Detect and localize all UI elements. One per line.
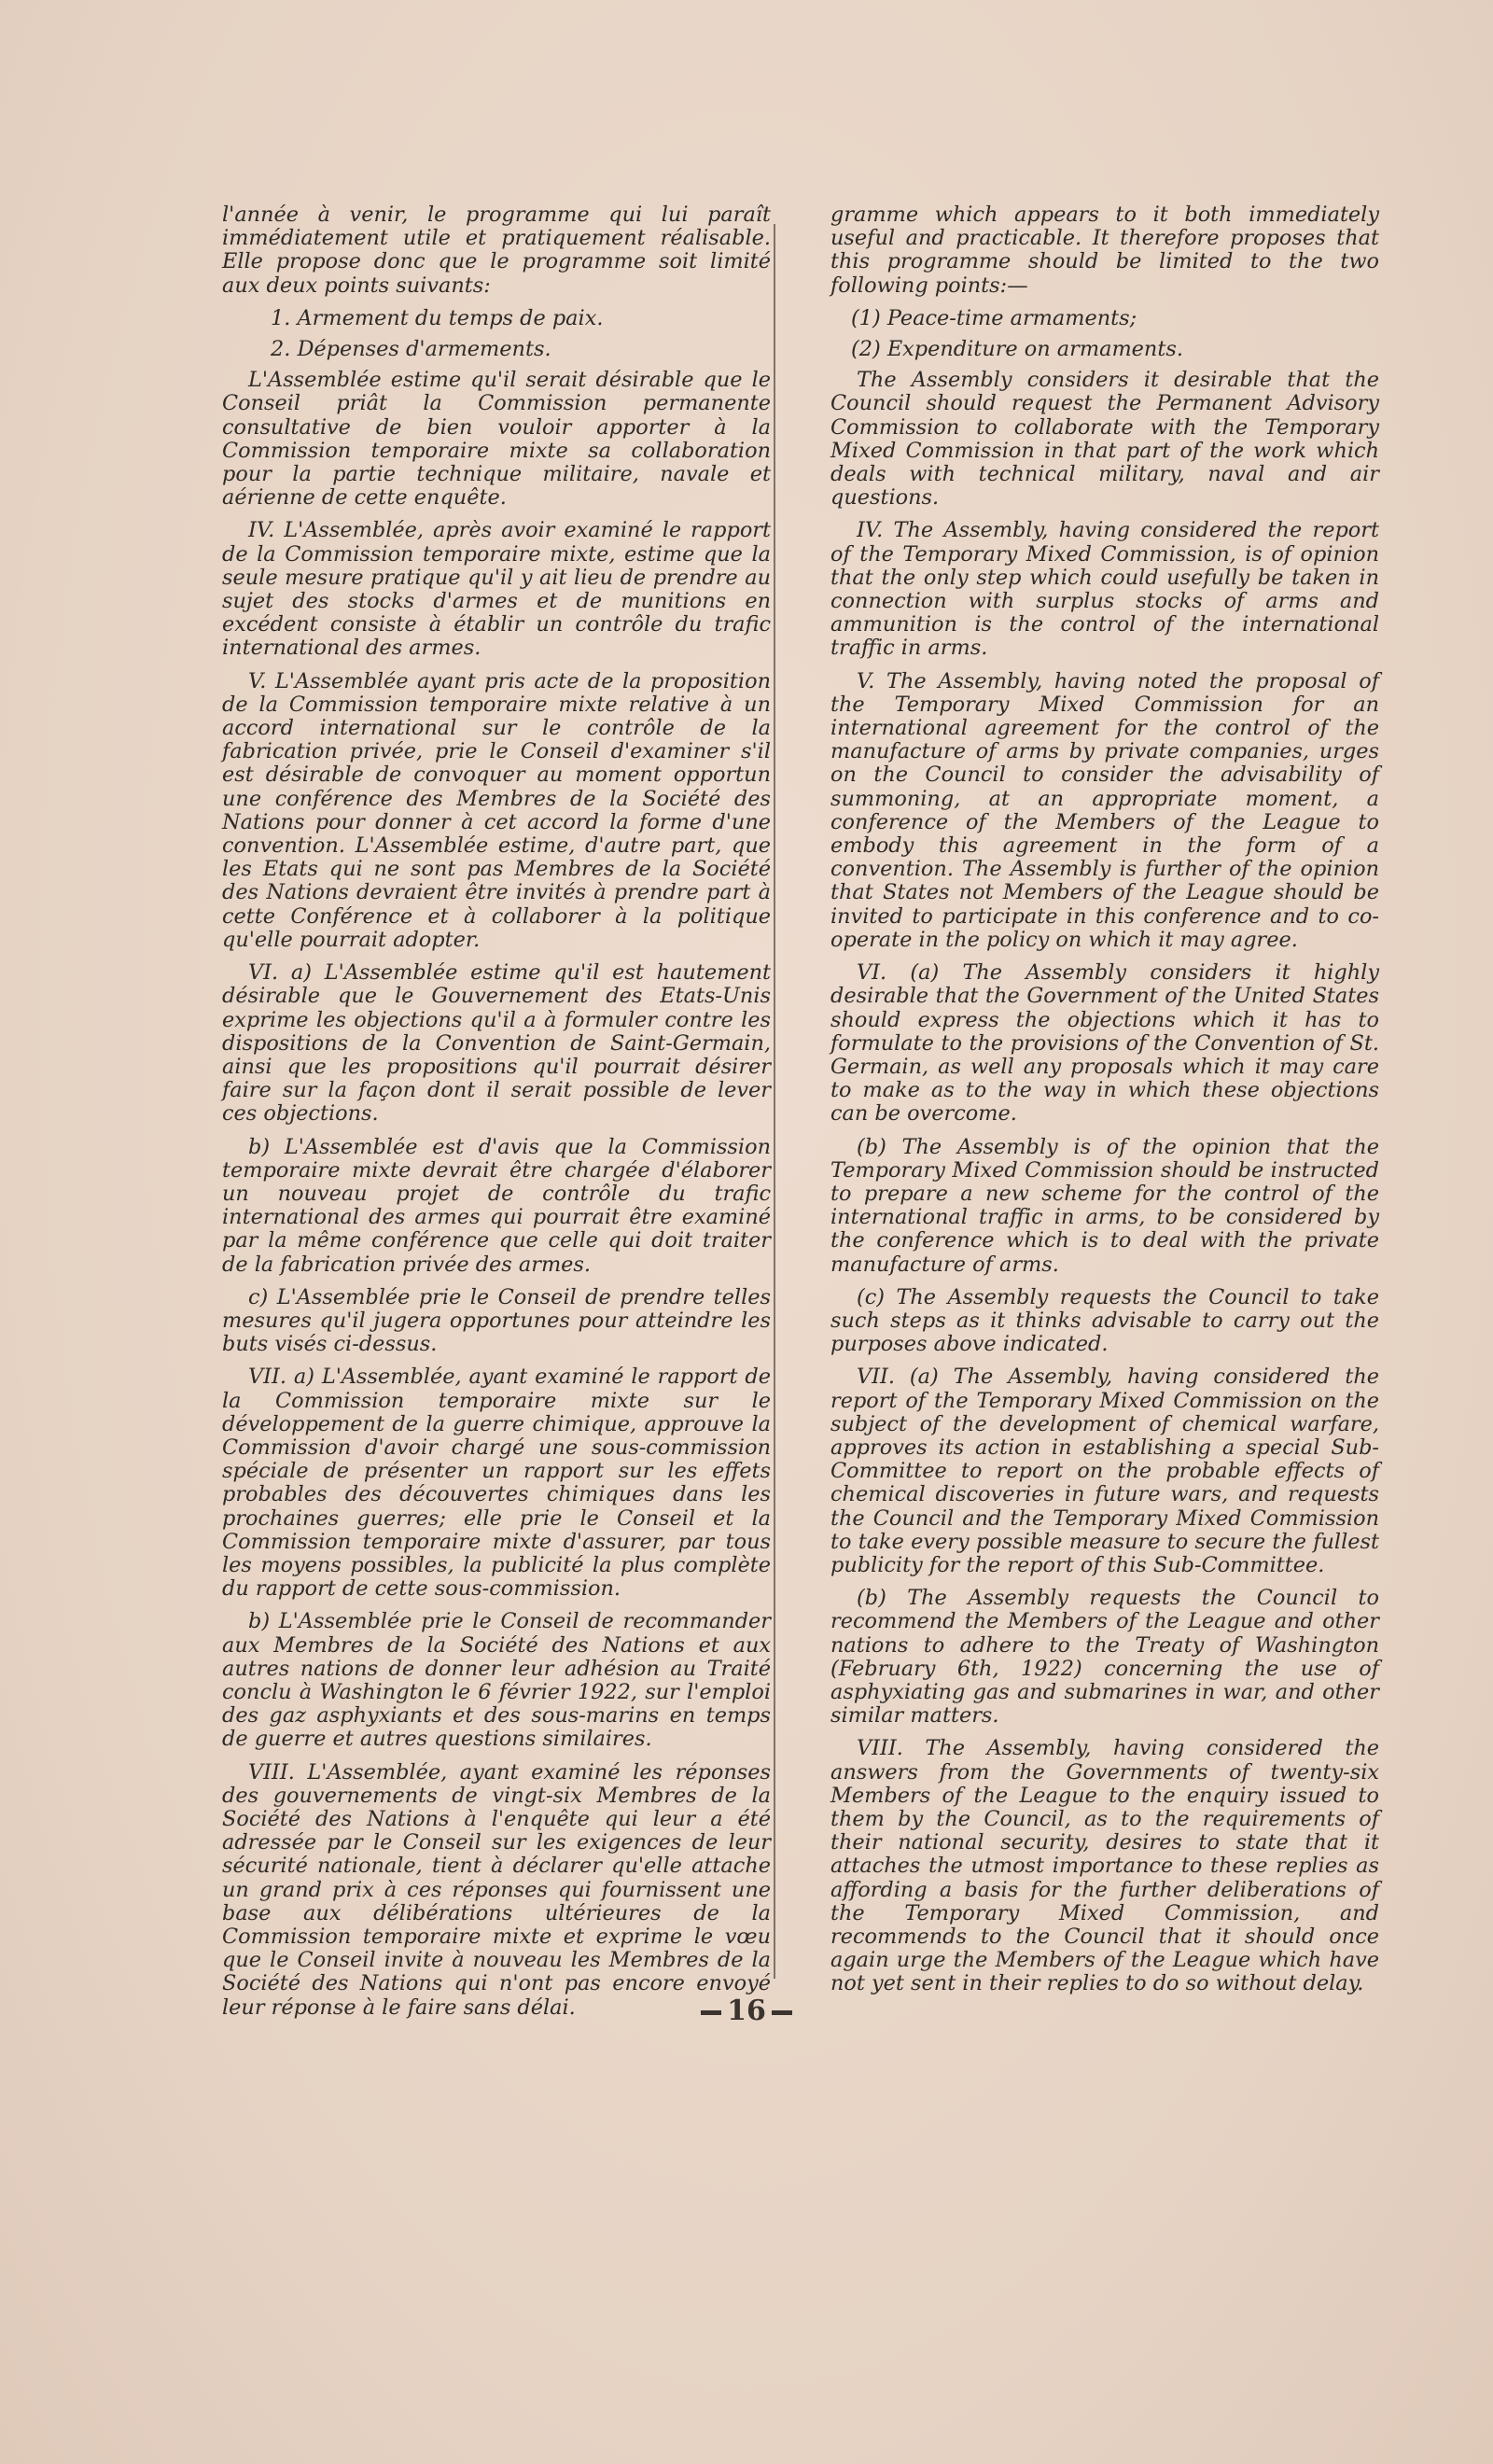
english-paragraph: (c) The Assembly requests the Council to take such steps as it thinks advisable to carry out the purposes above indicated. bbox=[830, 1284, 1379, 1357]
english-paragraph: gramme which appears to it both immediately useful and practicable. It therefore proposes that this programme should be limited to the two following points:— bbox=[830, 203, 1379, 298]
english-paragraph: (2) Expenditure on armaments. bbox=[851, 337, 1183, 362]
french-paragraph: VIII. L'Assemblée, ayant examiné les réponses des gouvernements de vingt-six Membres de la Société des Nations à l'enquête qui leur a été adressée par le Conseil sur les exigences de leur sécurité nationale, tient à déclarer qu'elle attache un grand prix à ces réponses qui fournissent une base aux délibérations ultérieures de la Commission temporaire mixte et exprime le vœu que le Conseil invite à nouveau les Membres de la Société des Nations qui n'ont pas encore envoyé leur réponse à le faire sans délai. bbox=[222, 1759, 771, 2020]
english-paragraph: VI. (a) The Assembly considers it highly desirable that the Government of the United States should express the objections which it has to formulate to the provisions of the Convention of St. Germain, as well any proposals which it may care to make as to the way in which these objections can be overcome. bbox=[830, 960, 1379, 1127]
english-paragraph: The Assembly considers it desirable that the Council should request the Permanent Advisory Commission to collaborate with the Temporary Mixed Commission in that part of the work which deals with technical military, naval and air questions. bbox=[830, 368, 1379, 511]
english-paragraph: IV. The Assembly, having considered the report of the Temporary Mixed Commission, is of opinion that the only step which could usefully be taken in connection with surplus stocks of arms and ammunition is the control of the international traffic in arms. bbox=[830, 518, 1379, 661]
page-number-value: 16 bbox=[727, 1995, 766, 2027]
french-paragraph: V. L'Assemblée ayant pris acte de la proposition de la Commission temporaire mixte relative à un accord international sur le contrôle de la fabrication privée, prie le Conseil d'examiner s'il est désirable de convoquer au moment opportun une conférence des Membres de la Société des Nations pour donner à cet accord la forme d'une convention. L'Assemblée estime, d'autre part, que les Etats qui ne sont pas Membres de la Société des Nations devraient être invités à prendre part à cette Conférence et à collaborer à la politique qu'elle pourrait adopter. bbox=[222, 668, 771, 952]
folio-dash-right bbox=[772, 2010, 792, 2015]
english-paragraph: (b) The Assembly is of the opinion that the Temporary Mixed Commission should be instructed to prepare a new scheme for the control of the international traffic in arms, to be considered by the conference which is to deal with the private manufacture of arms. bbox=[830, 1134, 1379, 1277]
french-paragraph: VI. a) L'Assemblée estime qu'il est hautement désirable que le Gouvernement des Etats-Unis exprime les objections qu'il a à formuler contre les dispositions de la Convention de Saint-Germain, ainsi que les propositions qu'il pourrait désirer faire sur la façon dont il serait possible de lever ces objections. bbox=[222, 960, 771, 1127]
folio-dash-left bbox=[701, 2010, 721, 2015]
french-paragraph: 2. Dépenses d'armements. bbox=[271, 337, 551, 362]
french-paragraph: b) L'Assemblée est d'avis que la Commission temporaire mixte devrait être chargée d'élaborer un nouveau projet de contrôle du trafic international des armes qui pourrait être examiné par la même conférence que celle qui doit traiter de la fabrication privée des armes. bbox=[222, 1134, 771, 1277]
french-paragraph: l'année à venir, le programme qui lui paraît immédiatement utile et pratiquement réalisable. Elle propose donc que le programme soit limité aux deux points suivants: bbox=[222, 203, 771, 298]
french-paragraph: L'Assemblée estime qu'il serait désirable que le Conseil priât la Commission permanente consultative de bien vouloir apporter à la Commission temporaire mixte sa collaboration pour la partie technique militaire, navale et aérienne de cette enquête. bbox=[222, 368, 771, 511]
english-text-column bbox=[830, 203, 1379, 2006]
french-paragraph: b) L'Assemblée prie le Conseil de recommander aux Membres de la Société des Nations et aux autres nations de donner leur adhésion au Traité conclu à Washington le 6 février 1922, sur l'emploi des gaz asphyxiants et des sous-marins en temps de guerre et autres questions similaires. bbox=[222, 1609, 771, 1752]
english-paragraph: (b) The Assembly requests the Council to recommend the Members of the League and other nations to adhere to the Treaty of Washington (February 6th, 1922) concerning the use of asphyxiating gas and submarines in war, and other similar matters. bbox=[830, 1586, 1379, 1729]
french-paragraph: 1. Armement du temps de paix. bbox=[271, 305, 604, 330]
english-paragraph: V. The Assembly, having noted the proposal of the Temporary Mixed Commission for an international agreement for the control of the manufacture of arms by private companies, urges on the Council to consider the advisability of summoning, at an appropriate moment, a conference of the Members of the League to embody this agreement in the form of a convention. The Assembly is further of the opinion that States not Members of the League should be invited to participate in this conference and to co-operate in the policy on which it may agree. bbox=[830, 668, 1379, 952]
page-number bbox=[0, 1995, 1493, 2027]
english-paragraph: VII. (a) The Assembly, having considered the report of the Temporary Mixed Commission on the subject of the development of chemical warfare, approves its action in establishing a special Sub-Committee to report on the probable effects of chemical discoveries in future wars, and requests the Council and the Temporary Mixed Commission to take every possible measure to secure the fullest publicity for the report of this Sub-Committee. bbox=[830, 1365, 1379, 1577]
english-paragraph: (1) Peace-time armaments; bbox=[851, 305, 1137, 330]
english-paragraph: VIII. The Assembly, having considered the answers from the Governments of twenty-six Members of the League to the enquiry issued to them by the Council, as to the requirements of their national security, desires to state that it attaches the utmost importance to these replies as affording a basis for the further deliberations of the Temporary Mixed Commission, and recommends to the Council that it should once again urge the Members of the League which have not yet sent in their replies to do so without delay. bbox=[830, 1736, 1379, 1996]
french-text-column bbox=[222, 203, 771, 2029]
french-paragraph: c) L'Assemblée prie le Conseil de prendre telles mesures qu'il jugera opportunes pour atteindre les buts visés ci-dessus. bbox=[222, 1284, 771, 1357]
french-paragraph: VII. a) L'Assemblée, ayant examiné le rapport de la Commission temporaire mixte sur le développement de la guerre chimique, approuve la Commission d'avoir chargé une sous-commission spéciale de présenter un rapport sur les effets probables des découvertes chimiques dans les prochaines guerres; elle prie le Conseil et la Commission temporaire mixte d'assurer, par tous les moyens possibles, la publicité la plus complète du rapport de cette sous-commission. bbox=[222, 1365, 771, 1602]
french-paragraph: IV. L'Assemblée, après avoir examiné le rapport de la Commission temporaire mixte, estime que la seule mesure pratique qu'il y ait lieu de prendre au sujet des stocks d'armes et de munitions en excédent consiste à établir un contrôle du trafic international des armes. bbox=[222, 518, 771, 661]
column-divider bbox=[774, 224, 775, 1979]
